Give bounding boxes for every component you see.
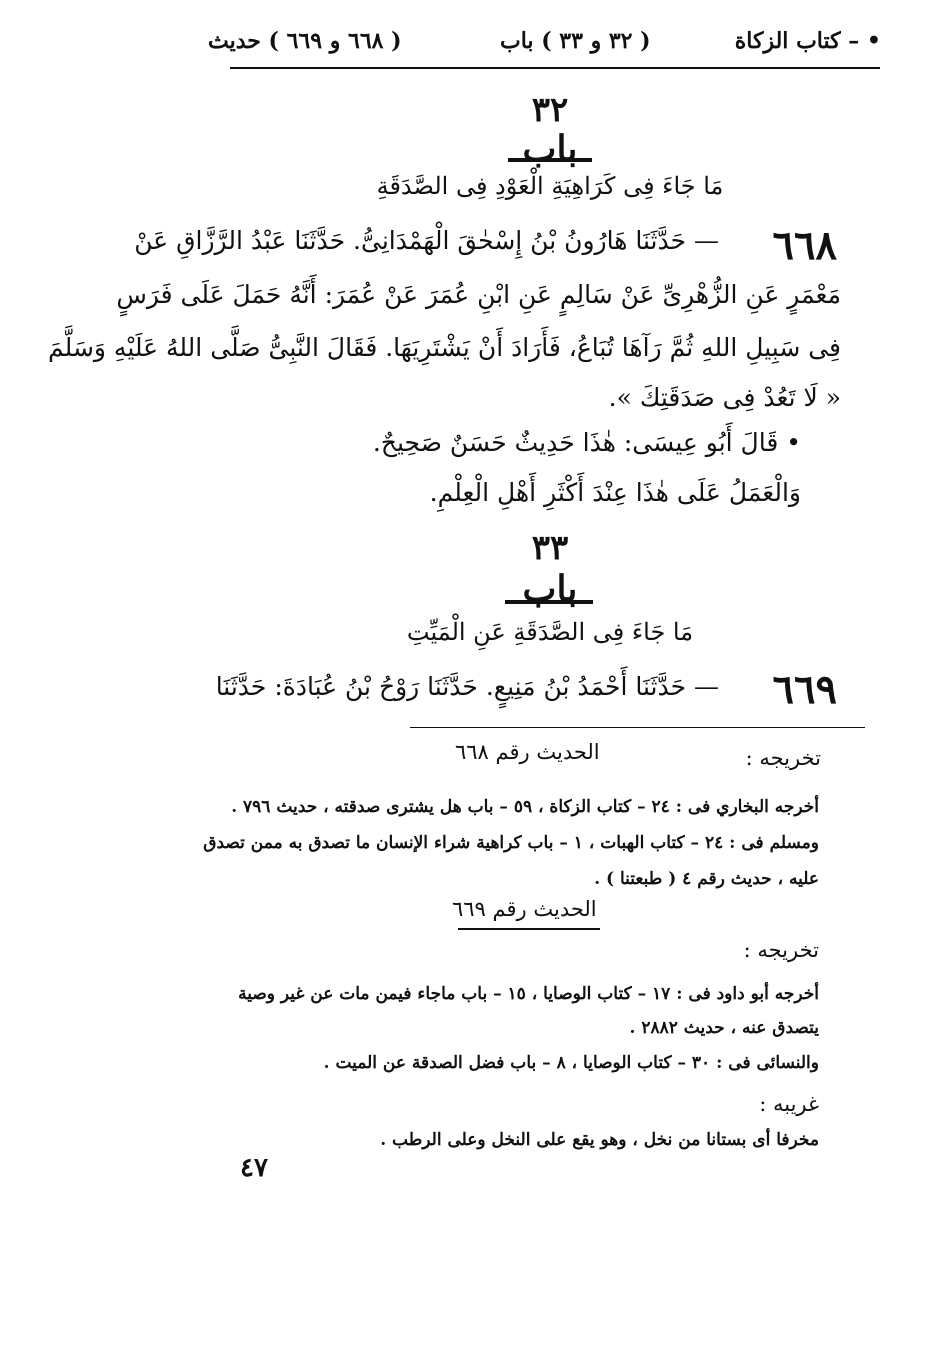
hadith-668-note-line-3: عليه ، حديث رقم ٤ ( طبعتنا ) . [594, 869, 819, 889]
section-32-bab: باب [522, 128, 578, 170]
hadith-668-line-2: مَعْمَرٍ عَنِ الزُّهْرِىِّ عَنْ سَالِمٍ عَنِ ابْنِ عُمَرَ عَنْ عُمَرَ: أَنَّهُ حَمَلَ عَلَى فَرَسٍ [116, 280, 841, 309]
header-book-title: • – كتاب الزكاة [734, 28, 881, 54]
hadith-669-note-title: الحديث رقم ٦٦٩ [452, 897, 597, 921]
hadith-668-note-title: الحديث رقم ٦٦٨ [455, 740, 600, 764]
hadith-669-line-1: — حَدَّثَنَا أَحْمَدُ بْنُ مَنِيعٍ. حَدَّثَنَا رَوْحُ بْنُ عُبَادَةَ: حَدَّثَنَا [215, 672, 719, 701]
footnote-separator [410, 727, 865, 728]
hadith-668-line-1: — حَدَّثَنَا هَارُونُ بْنُ إِسْحٰقَ الْهَمْدَانِىُّ. حَدَّثَنَا عَبْدُ الرَّزَّاقِ عَنْ [134, 226, 719, 255]
section-33-title: مَا جَاءَ فِى الصَّدَقَةِ عَنِ الْمَيِّتِ [406, 618, 694, 646]
hadith-669-number: ٦٦٩ [772, 666, 837, 713]
hadith-668-note-line-2: ومسلم فى : ٢٤ – كتاب الهبات ، ١ – باب كراهية شراء الإنسان ما تصدق به ممن تصدق [203, 833, 819, 853]
hadith-668-line-3: فِى سَبِيلِ اللهِ ثُمَّ رَآهَا تُبَاعُ، فَأَرَادَ أَنْ يَشْتَرِيَهَا. فَقَالَ النَّبِىُّ صَلَّى اللهُ عَلَيْهِ وَسَلَّمَ [48, 333, 841, 362]
section-32-number: ٣٢ [531, 90, 569, 130]
gharib-note-line: مخرفا أى بستانا من نخل ، وهو يقع على النخل وعلى الرطب . [380, 1130, 819, 1150]
section-33-bab: باب [522, 568, 578, 610]
takhrij-label-668: تخريجه : [745, 746, 821, 770]
page-number: ٤٧ [240, 1153, 268, 1183]
takhrij-label-669: تخريجه : [743, 938, 819, 962]
gharib-label: غريبه : [759, 1092, 819, 1116]
hadith-669-note-line-2: يتصدق عنه ، حديث ٢٨٨٢ . [629, 1018, 819, 1038]
hadith-669-note-line-3: والنسائى فى : ٣٠ – كتاب الوصايا ، ٨ – باب فضل الصدقة عن الميت . [323, 1053, 819, 1073]
section-32-bab-underline [508, 158, 592, 162]
hadith-668-line-4: « لَا تَعُدْ فِى صَدَقَتِكَ ». [608, 383, 841, 412]
header-hadith-range: ( ٦٦٨ و ٦٦٩ ) حديث [208, 28, 402, 54]
header-rule [230, 67, 880, 69]
hadith-668-comment-1: • قَالَ أَبُو عِيسَى: هٰذَا حَدِيثٌ حَسَنٌ صَحِيحٌ. [372, 428, 801, 457]
section-33-number: ٣٣ [531, 528, 569, 568]
hadith-668-number: ٦٦٨ [772, 222, 837, 269]
hadith-668-note-line-1: أخرجه البخاري فى : ٢٤ – كتاب الزكاة ، ٥٩ – باب هل يشترى صدقته ، حديث ٧٩٦ . [231, 797, 819, 817]
hadith-669-note-line-1: أخرجه أبو داود فى : ١٧ – كتاب الوصايا ، ١٥ – باب ماجاء فيمن مات عن غير وصية [238, 984, 819, 1004]
hadith-668-comment-2: وَالْعَمَلُ عَلَى هٰذَا عِنْدَ أَكْثَرِ أَهْلِ الْعِلْمِ. [429, 478, 801, 507]
section-33-bab-underline [505, 600, 593, 604]
hadith-669-note-title-underline [458, 928, 600, 930]
section-32-title: مَا جَاءَ فِى كَرَاهِيَةِ الْعَوْدِ فِى الصَّدَقَةِ [376, 172, 724, 200]
header-chapter-range: ( ٣٢ و ٣٣ ) باب [500, 28, 651, 54]
